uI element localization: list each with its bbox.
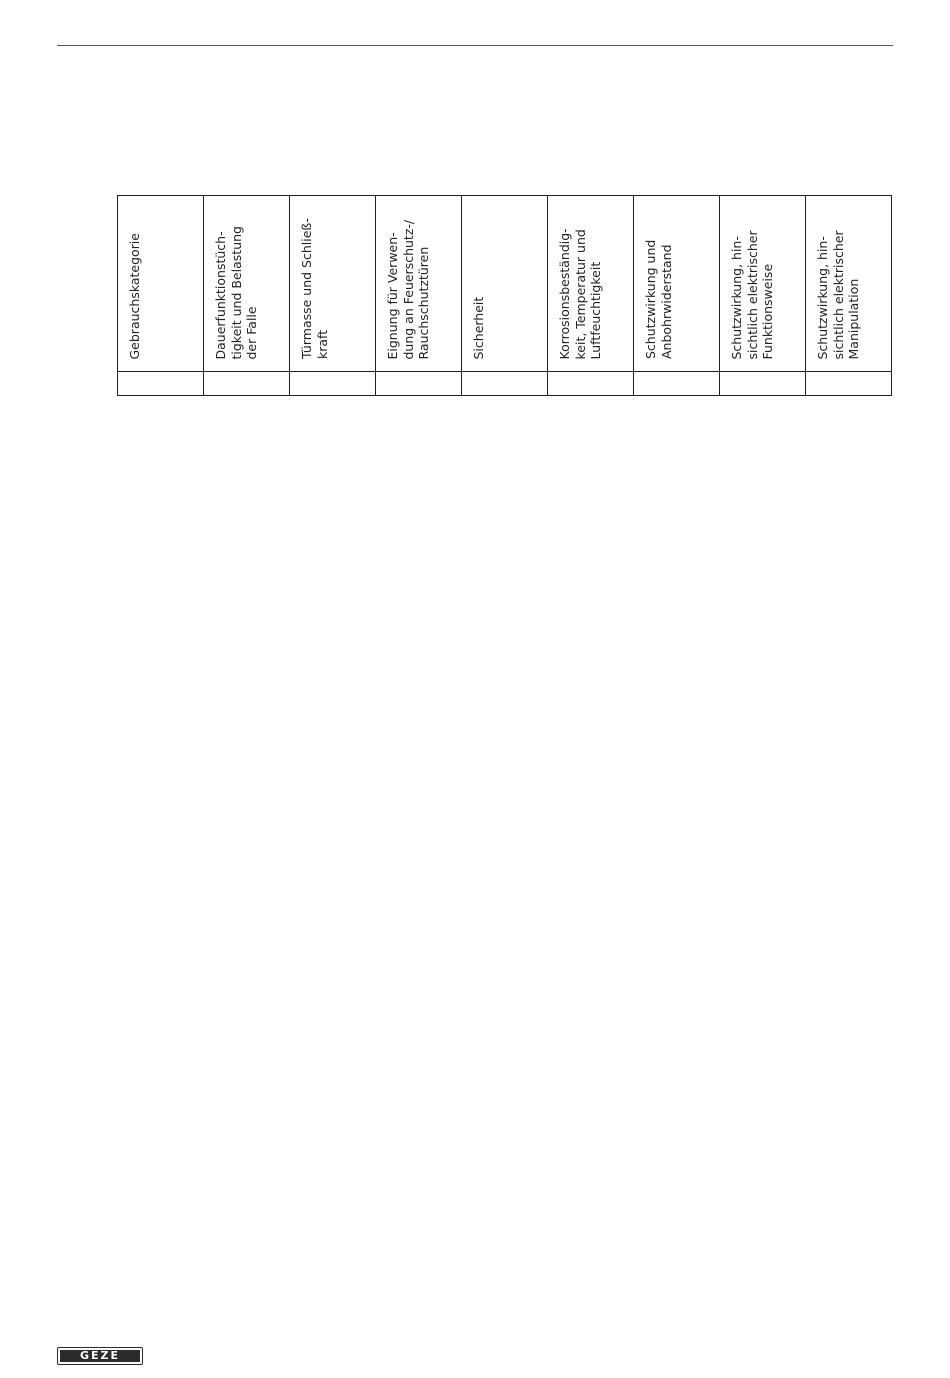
header-cell — [720, 196, 806, 372]
header-cell — [806, 196, 892, 372]
value-cell — [376, 372, 462, 396]
header-cell — [118, 196, 204, 372]
header-anbohrwiderstand: Schutzwirkung und Anbohrwiderstand — [643, 239, 674, 359]
header-dauerfunktion: Dauerfunktionstüch- tigkeit und Belastung der Falle — [213, 225, 259, 359]
header-sicherheit: Sicherheit — [471, 296, 486, 359]
header-cell — [462, 196, 548, 372]
header-elektrische-funktion: Schutzwirkung, hin- sichtlich elektrischer Funktionsweise — [729, 229, 775, 359]
header-cell — [634, 196, 720, 372]
header-cell — [204, 196, 290, 372]
value-cell — [806, 372, 892, 396]
value-cell — [204, 372, 290, 396]
header-cell — [290, 196, 376, 372]
header-cell — [548, 196, 634, 372]
value-cell — [548, 372, 634, 396]
value-cell — [634, 372, 720, 396]
classification-table — [117, 195, 892, 396]
header-elektrische-manipulation: Schutzwirkung, hin- sichtlich elektrischer Manipulation — [815, 229, 861, 359]
value-cell — [118, 372, 204, 396]
geze-logo-text: GEZE — [60, 1350, 140, 1362]
geze-logo — [57, 1347, 143, 1365]
table-header-row — [118, 196, 892, 372]
header-gebrauchskategorie: Gebrauchskategorie — [127, 232, 142, 359]
value-cell — [290, 372, 376, 396]
header-korrosion: Korrosionsbeständig- keit, Temperatur und Luftfeuchtigkeit — [557, 227, 603, 359]
header-rule — [57, 45, 893, 46]
header-cell — [376, 196, 462, 372]
header-tuermasse: Türmasse und Schließ- kraft — [299, 217, 330, 359]
value-cell — [462, 372, 548, 396]
value-cell — [720, 372, 806, 396]
header-feuerschutz: Eignung für Verwen- dung an Feuerschutz-/ Rauchschutztüren — [385, 219, 431, 359]
table-value-row — [118, 372, 892, 396]
